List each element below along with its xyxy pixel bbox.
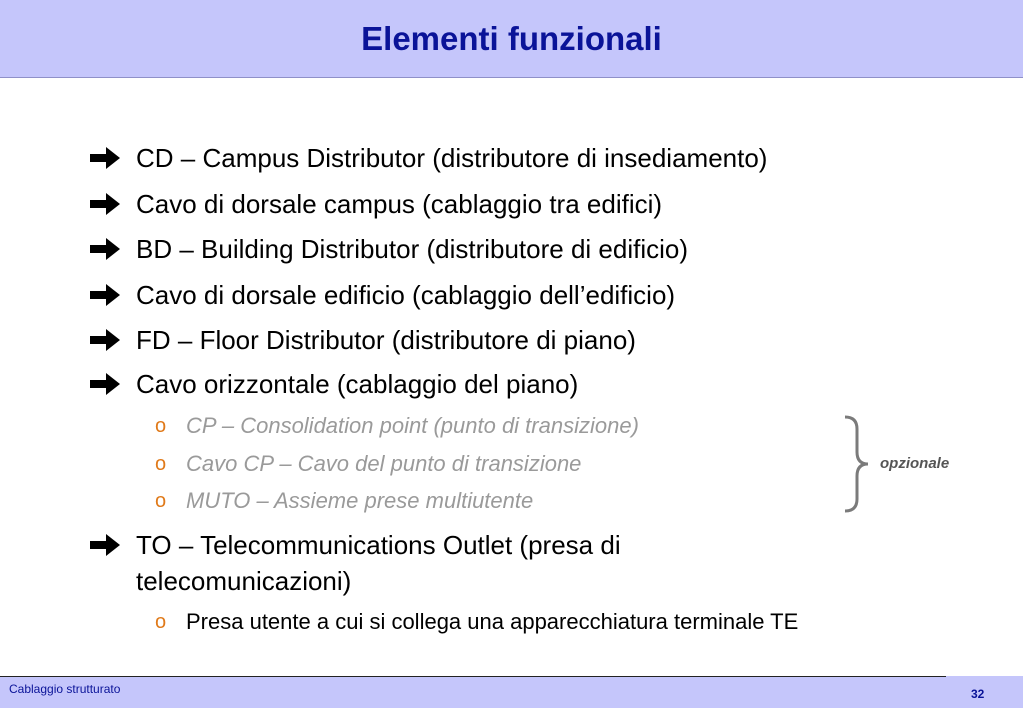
arrow-right-icon (88, 190, 122, 218)
sub-bullet-text: Presa utente a cui si collega una apparecchiatura terminale TE (186, 609, 799, 634)
slide-footer (0, 676, 1023, 708)
arrow-right-icon (88, 531, 122, 559)
sub-bullet-marker: o (155, 611, 167, 633)
arrow-right-icon (88, 370, 122, 398)
sub-bullet-marker: o (155, 453, 167, 475)
sub-bullet-text: Cavo CP – Cavo del punto di transizione (186, 451, 582, 476)
bullet-text: BD – Building Distributor (distributore di edificio) (136, 234, 689, 264)
footer-divider (0, 676, 946, 677)
sub-bullet-marker: o (155, 415, 167, 437)
arrow-right-icon (88, 235, 122, 263)
arrow-right-icon (88, 326, 122, 354)
arrow-right-icon (88, 144, 122, 172)
bullet-text: FD – Floor Distributor (distributore di piano) (136, 325, 636, 355)
sub-bullet-text: MUTO – Assieme prese multiutente (186, 488, 534, 513)
bullet-text: Cavo di dorsale campus (cablaggio tra edifici) (136, 189, 663, 219)
bullet-text: CD – Campus Distributor (distributore di insediamento) (136, 143, 768, 173)
curly-brace-icon (842, 414, 872, 514)
footer-title: Cablaggio strutturato (9, 682, 121, 696)
optional-label: opzionale (880, 455, 950, 472)
sub-bullet-text: CP – Consolidation point (punto di transizione) (186, 413, 639, 438)
bullet-text: Cavo orizzontale (cablaggio del piano) (136, 369, 579, 399)
slide-title: Elementi funzionali (361, 20, 662, 57)
bullet-text: TO – Telecommunications Outlet (presa di (136, 530, 621, 560)
bullet-text: telecomunicazioni) (136, 566, 352, 596)
arrow-right-icon (88, 281, 122, 309)
sub-bullet-marker: o (155, 490, 167, 512)
bullet-text: Cavo di dorsale edificio (cablaggio dell’edificio) (136, 280, 676, 310)
page-number: 32 (971, 687, 985, 701)
